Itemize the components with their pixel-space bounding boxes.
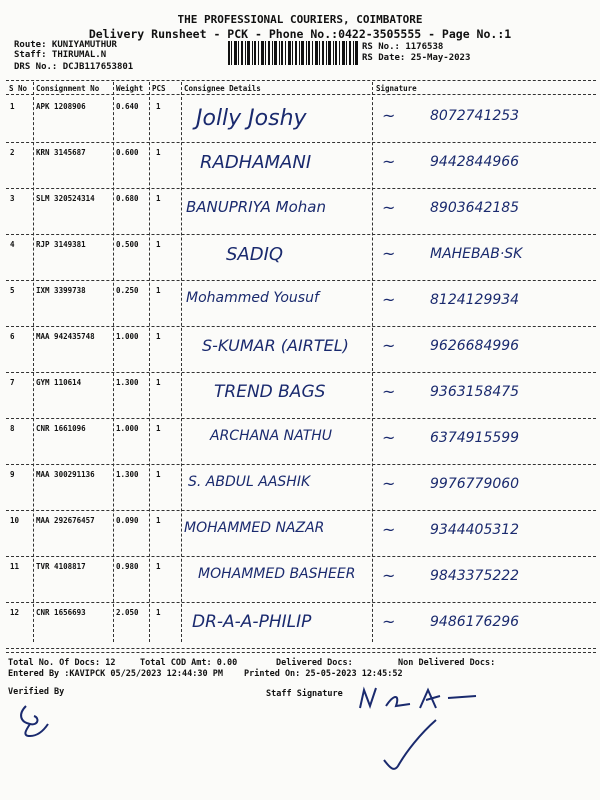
row-pcs: 1: [156, 608, 161, 617]
row-sno: 10: [10, 516, 20, 525]
row-signature-scribble: ~: [382, 612, 396, 631]
row-consignee-handwritten: Jolly Joshy: [196, 106, 307, 131]
row-sno: 4: [10, 240, 15, 249]
row-consignee-handwritten: S-KUMAR (AIRTEL): [202, 336, 349, 355]
verified-signature: [16, 700, 56, 740]
col-header-sno: S No: [9, 84, 28, 93]
rs-date: RS Date: 25-May-2023: [362, 53, 471, 63]
row-divider: [6, 188, 596, 189]
row-divider: [6, 648, 596, 649]
row-sno: 12: [10, 608, 20, 617]
row-divider: [6, 234, 596, 235]
table-bottom-rule: [6, 652, 596, 653]
row-consignment-no: RJP 3149381: [36, 240, 86, 249]
row-signature-handwritten: 8124129934: [430, 292, 520, 308]
company-title: THE PROFESSIONAL COURIERS, COIMBATORE: [177, 13, 423, 26]
staff-signature-label: Staff Signature: [266, 689, 343, 699]
row-weight: 0.980: [116, 562, 139, 571]
drs-number: DRS No.: DCJB117653801: [14, 62, 134, 72]
delivered-docs: Delivered Docs:: [276, 658, 353, 668]
divider-4: [181, 82, 182, 642]
row-pcs: 1: [156, 378, 161, 387]
row-signature-handwritten: 8072741253: [430, 108, 520, 124]
row-pcs: 1: [156, 332, 161, 341]
col-header-weight: Weight: [116, 84, 144, 93]
row-consignee-handwritten: RADHAMANI: [200, 152, 312, 173]
divider-5: [372, 82, 373, 642]
barcode-image: [228, 41, 358, 65]
row-signature-handwritten: MAHEBAB·SK: [430, 246, 523, 262]
printed-on: Printed On: 25-05-2023 12:45:52: [244, 669, 403, 679]
row-consignment-no: CNR 1656693: [36, 608, 86, 617]
row-consignee-handwritten: SADIQ: [226, 244, 284, 265]
row-signature-scribble: ~: [382, 382, 396, 401]
row-consignee-handwritten: ARCHANA NATHU: [210, 428, 333, 444]
header-top-rule: [6, 80, 596, 81]
row-sno: 1: [10, 102, 15, 111]
row-divider: [6, 280, 596, 281]
row-divider: [6, 510, 596, 511]
row-consignment-no: GYM 110614: [36, 378, 82, 387]
row-sno: 3: [10, 194, 15, 203]
row-signature-scribble: ~: [382, 290, 396, 309]
row-signature-handwritten: 9442844966: [430, 154, 520, 170]
total-cod: Total COD Amt: 0.00: [140, 658, 238, 668]
row-divider: [6, 326, 596, 327]
verified-by-label: Verified By: [8, 687, 65, 697]
row-signature-scribble: ~: [382, 474, 396, 493]
row-signature-scribble: ~: [382, 106, 396, 125]
row-weight: 1.000: [116, 332, 139, 341]
row-weight: 1.300: [116, 470, 139, 479]
row-sno: 2: [10, 148, 15, 157]
divider-3: [149, 82, 150, 642]
row-signature-scribble: ~: [382, 428, 396, 447]
col-header-pcs: PCS: [152, 84, 166, 93]
row-signature-handwritten: 9843375222: [430, 568, 520, 584]
row-sno: 11: [10, 562, 20, 571]
divider-2: [113, 82, 114, 642]
row-signature-scribble: ~: [382, 152, 396, 171]
staff-label: Staff: THIRUMAL.N: [14, 50, 107, 60]
row-weight: 1.000: [116, 424, 139, 433]
row-consignee-handwritten: S. ABDUL AASHIK: [188, 474, 311, 490]
row-signature-scribble: ~: [382, 198, 396, 217]
row-signature-scribble: ~: [382, 566, 396, 585]
row-consignment-no: APK 1208906: [36, 102, 86, 111]
row-divider: [6, 602, 596, 603]
entered-by: Entered By :KAVIPCK 05/25/2023 12:44:30 PM: [8, 669, 223, 679]
row-signature-handwritten: 6374915599: [430, 430, 520, 446]
check-mark: [380, 716, 440, 776]
row-pcs: 1: [156, 286, 161, 295]
row-pcs: 1: [156, 424, 161, 433]
row-divider: [6, 372, 596, 373]
runsheet-title: Delivery Runsheet - PCK - Phone No.:0422-3505555 - Page No.:1: [88, 27, 512, 41]
row-consignment-no: MAA 942435748: [36, 332, 95, 341]
total-docs: Total No. Of Docs: 12: [8, 658, 116, 668]
row-pcs: 1: [156, 102, 161, 111]
row-divider: [6, 556, 596, 557]
row-signature-handwritten: 9626684996: [430, 338, 520, 354]
row-pcs: 1: [156, 470, 161, 479]
row-consignment-no: IXM 3399738: [36, 286, 86, 295]
row-consignment-no: KRN 3145687: [36, 148, 86, 157]
row-consignment-no: SLM 320524314: [36, 194, 95, 203]
row-signature-handwritten: 8903642185: [430, 200, 520, 216]
row-consignee-handwritten: DR-A-A-PHILIP: [192, 612, 312, 632]
row-consignee-handwritten: Mohammed Yousuf: [186, 290, 319, 306]
row-signature-handwritten: 9363158475: [430, 384, 520, 400]
row-pcs: 1: [156, 194, 161, 203]
row-consignment-no: MAA 300291136: [36, 470, 95, 479]
row-signature-handwritten: 9976779060: [430, 476, 520, 492]
staff-signature: [356, 684, 496, 714]
row-signature-scribble: ~: [382, 520, 396, 539]
row-pcs: 1: [156, 148, 161, 157]
row-consignment-no: CNR 1661096: [36, 424, 86, 433]
row-divider: [6, 418, 596, 419]
row-weight: 0.090: [116, 516, 139, 525]
divider-1: [33, 82, 34, 642]
row-consignment-no: MAA 292676457: [36, 516, 95, 525]
header-bottom-rule: [6, 94, 596, 95]
row-divider: [6, 142, 596, 143]
col-header-signature: Signature: [376, 84, 417, 93]
row-weight: 0.500: [116, 240, 139, 249]
col-header-consignee: Consignee Details: [184, 84, 261, 93]
row-weight: 0.640: [116, 102, 139, 111]
row-sno: 9: [10, 470, 15, 479]
row-weight: 2.050: [116, 608, 139, 617]
row-weight: 0.680: [116, 194, 139, 203]
row-weight: 0.250: [116, 286, 139, 295]
row-pcs: 1: [156, 240, 161, 249]
row-consignee-handwritten: MOHAMMED BASHEER: [198, 566, 356, 582]
non-delivered-docs: Non Delivered Docs:: [398, 658, 496, 668]
row-pcs: 1: [156, 516, 161, 525]
row-pcs: 1: [156, 562, 161, 571]
row-consignee-handwritten: MOHAMMED NAZAR: [184, 520, 325, 536]
row-sno: 8: [10, 424, 15, 433]
row-signature-scribble: ~: [382, 244, 396, 263]
row-signature-handwritten: 9344405312: [430, 522, 520, 538]
route-label: Route: KUNIYAMUTHUR: [14, 40, 117, 50]
row-consignee-handwritten: TREND BAGS: [214, 382, 326, 402]
rs-number: RS No.: 1176538: [362, 42, 444, 52]
row-divider: [6, 464, 596, 465]
row-signature-scribble: ~: [382, 336, 396, 355]
row-sno: 5: [10, 286, 15, 295]
row-weight: 1.300: [116, 378, 139, 387]
col-header-consignment: Consignment No: [36, 84, 100, 93]
row-sno: 6: [10, 332, 15, 341]
row-weight: 0.600: [116, 148, 139, 157]
row-sno: 7: [10, 378, 15, 387]
row-consignment-no: TVR 4108817: [36, 562, 86, 571]
row-signature-handwritten: 9486176296: [430, 614, 520, 630]
row-consignee-handwritten: BANUPRIYA Mohan: [186, 198, 326, 216]
